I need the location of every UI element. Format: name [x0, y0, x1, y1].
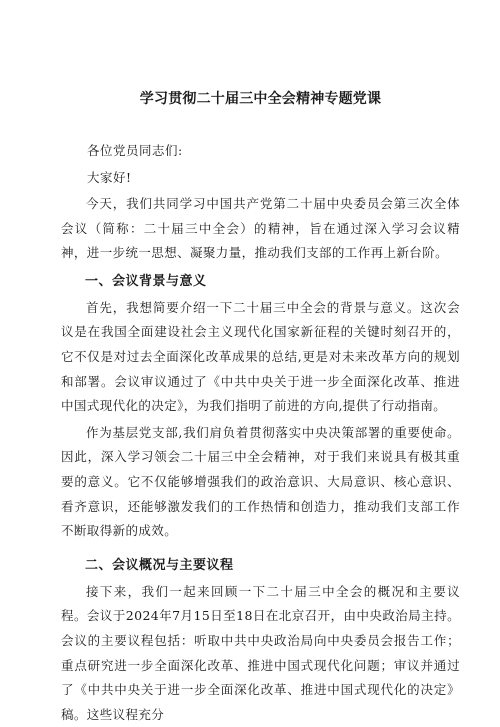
section-heading-overview: 二、会议概况与主要议程 — [85, 557, 234, 573]
section-heading-background: 一、会议背景与意义 — [85, 273, 207, 289]
section-paragraph: 作为基层党支部,我们肩负着贯彻落实中央决策部署的重要使命。因此，深入学习领会二十届三中全会精神，对于我们来说具有极其重要的意义。它不仅能够增强我们的政治意识、大局意识、核心意识、看齐意识，还能够激发我们的工作热情和创造力，推动我们支部工作不断取得新的成效。 — [61, 424, 460, 539]
intro-paragraph: 今天，我们共同学习中国共产党第二十届中央委员会第三次全体会议（简称：二十届三中全会）的精神，旨在通过深入学习会议精神，进一步统一思想、凝聚力量，推动我们支部的工作再上新台阶。 — [61, 196, 460, 261]
section-paragraph: 接下来，我们一起来回顾一下二十届三中全会的概况和主要议程。会议于2024年7月15日至18日在北京召开，由中央政治局主持。会议的主要议程包括：听取中共中央政治局向中央委员会报告工作；重点研究进一步全面深化改革、推进中国式现代化问题；审议并通过了《中共中央关于进一步全面深化改革、推进中国式现代化的决定》稿。这些议程充分 — [61, 583, 460, 722]
greeting: 大家好! — [87, 170, 132, 185]
document-title: 学习贯彻二十届三中全会精神专题党课 — [139, 91, 382, 107]
salutation: 各位党员同志们: — [87, 143, 183, 158]
section-paragraph: 首先，我想简要介绍一下二十届三中全会的背景与意义。这次会议是在我国全面建设社会主义现代化国家新征程的关键时刻召开的，它不仅是对过去全面深化改革成果的总结,更是对未来改革方向的规划和部署。会议审议通过了《中共中央关于进一步全面深化改革、推进中国式现代化的决定》，为我们指明了前进的方向,提供了行动指南。 — [61, 299, 460, 414]
